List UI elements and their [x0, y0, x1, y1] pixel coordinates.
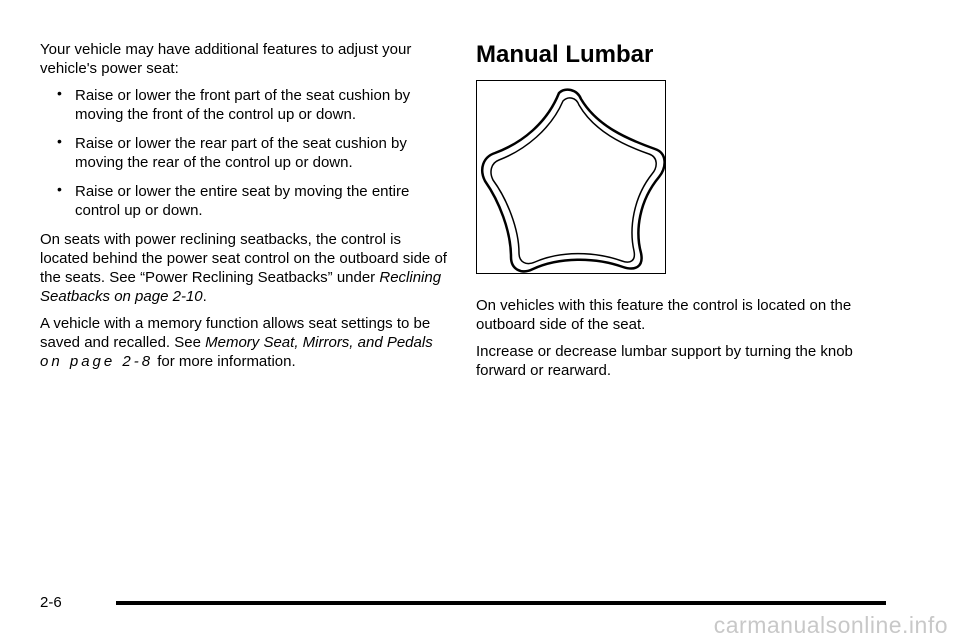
bullet-icon: • [57, 133, 62, 149]
memory-reference-link[interactable]: Memory Seat, Mirrors, and Pedals [205, 334, 433, 351]
list-item [40, 182, 450, 220]
feature-list [40, 86, 450, 220]
memory-paragraph [40, 314, 450, 371]
knob-inner-outline [491, 98, 656, 264]
list-item-text: Raise or lower the entire seat by moving the entire control up or down. [75, 183, 410, 219]
footer-divider [116, 601, 886, 605]
memory-reference-page[interactable]: on page 2-8 [40, 353, 154, 370]
reclining-text: On seats with power reclining seatbacks, the control is located behind the power seat control on the outboard side of the seats. See “Power Reclining Seatbacks” under [40, 231, 447, 286]
list-item [40, 86, 450, 124]
knob-outer-outline [482, 90, 664, 272]
reclining-reference-link[interactable]: Reclining Seatbacks on page 2-10 [40, 269, 442, 305]
lumbar-figure [476, 80, 666, 274]
page-number: 2-6 [40, 594, 62, 611]
lumbar-knob-icon [477, 81, 667, 275]
bullet-icon: • [57, 181, 62, 197]
list-item-text: Raise or lower the rear part of the seat cushion by moving the rear of the control up or down. [75, 135, 407, 171]
reclining-end: . [202, 288, 207, 305]
memory-text: A vehicle with a memory function allows seat settings to be saved and recalled. See [40, 315, 431, 351]
adjust-paragraph: Increase or decrease lumbar support by turning the knob forward or rearward. [476, 343, 853, 379]
list-item [40, 134, 450, 172]
reclining-paragraph [40, 230, 450, 306]
watermark-text: carmanualsonline.info [713, 612, 948, 638]
left-column [40, 40, 450, 379]
intro-paragraph: Your vehicle may have additional features to adjust your vehicle's power seat: [40, 41, 412, 77]
right-column [476, 40, 896, 388]
location-paragraph: On vehicles with this feature the control is located on the outboard side of the seat. [476, 297, 852, 333]
section-heading: Manual Lumbar [476, 41, 654, 68]
bullet-icon: • [57, 85, 62, 101]
list-item-text: Raise or lower the front part of the seat cushion by moving the front of the control up or down. [75, 87, 411, 123]
memory-end: for more information. [153, 353, 296, 370]
